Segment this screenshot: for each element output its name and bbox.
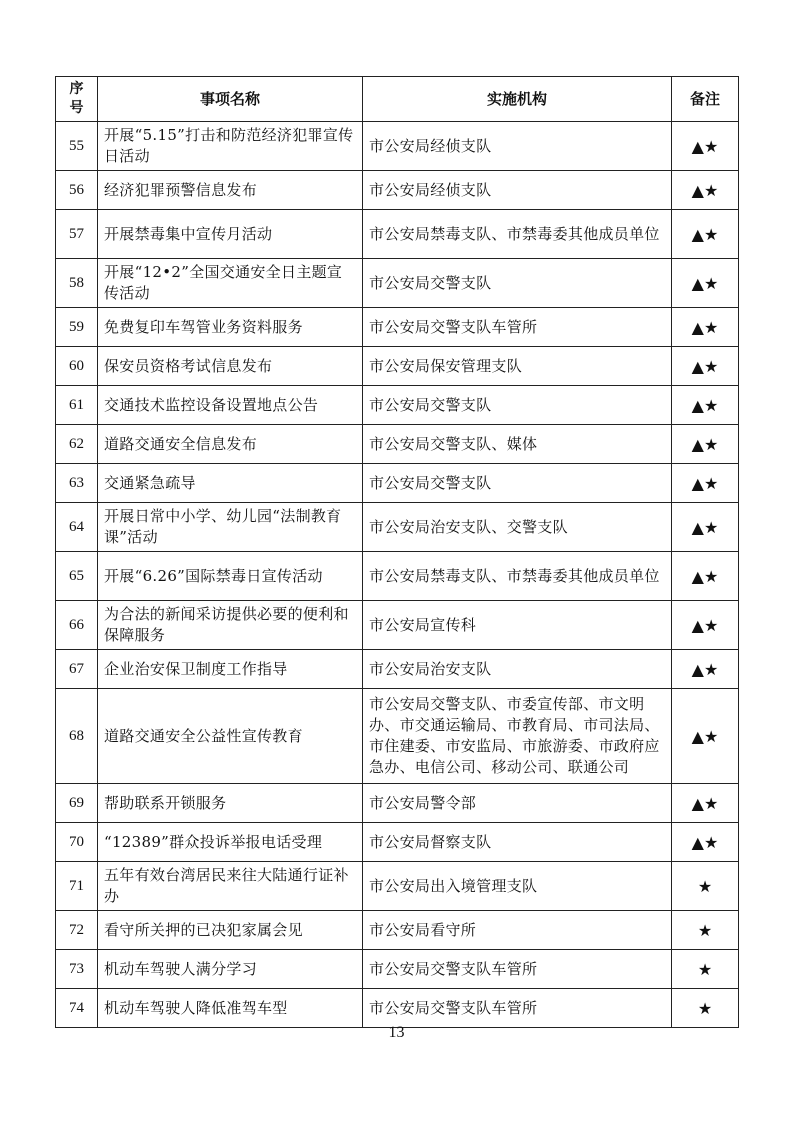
header-item-name: 事项名称: [98, 77, 363, 122]
row-implementing-agency: 市公安局保安管理支队: [363, 347, 672, 386]
row-item-name: 为合法的新闻采访提供必要的便利和保障服务: [98, 601, 363, 650]
row-remarks: ★: [672, 950, 739, 989]
header-serial-line1: 序: [69, 81, 84, 97]
row-implementing-agency: 市公安局交警支队: [363, 259, 672, 308]
row-item-name: 保安员资格考试信息发布: [98, 347, 363, 386]
row-remarks: ★: [672, 911, 739, 950]
row-implementing-agency: 市公安局警令部: [363, 784, 672, 823]
row-remarks: ▲★: [672, 122, 739, 171]
row-remarks: ▲★: [672, 171, 739, 210]
row-item-name: 开展“12•2”全国交通安全日主题宣传活动: [98, 259, 363, 308]
row-implementing-agency: 市公安局宣传科: [363, 601, 672, 650]
row-serial-number: 63: [56, 464, 98, 503]
row-serial-number: 57: [56, 210, 98, 259]
table-row: [56, 862, 739, 911]
row-item-name: 免费复印车驾管业务资料服务: [98, 308, 363, 347]
row-item-name: 帮助联系开锁服务: [98, 784, 363, 823]
row-item-name: 经济犯罪预警信息发布: [98, 171, 363, 210]
table-row: [56, 823, 739, 862]
table-row: [56, 601, 739, 650]
row-remarks: ▲★: [672, 650, 739, 689]
table-row: [56, 552, 739, 601]
service-items-table: [55, 76, 739, 1028]
table-row: [56, 911, 739, 950]
row-remarks: ▲★: [672, 210, 739, 259]
table-row: [56, 425, 739, 464]
row-implementing-agency: 市公安局禁毒支队、市禁毒委其他成员单位: [363, 552, 672, 601]
row-remarks: ▲★: [672, 689, 739, 784]
header-remarks: 备注: [672, 77, 739, 122]
row-serial-number: 74: [56, 989, 98, 1028]
row-implementing-agency: 市公安局经侦支队: [363, 171, 672, 210]
row-serial-number: 67: [56, 650, 98, 689]
row-item-name: 机动车驾驶人满分学习: [98, 950, 363, 989]
row-item-name: “12389”群众投诉举报电话受理: [98, 823, 363, 862]
row-implementing-agency: 市公安局交警支队车管所: [363, 308, 672, 347]
page-number: 13: [388, 1024, 405, 1041]
row-item-name: 企业治安保卫制度工作指导: [98, 650, 363, 689]
row-serial-number: 66: [56, 601, 98, 650]
row-item-name: 开展“5.15”打击和防范经济犯罪宣传日活动: [98, 122, 363, 171]
row-remarks: ▲★: [672, 308, 739, 347]
row-implementing-agency: 市公安局交警支队车管所: [363, 950, 672, 989]
row-remarks: ▲★: [672, 823, 739, 862]
row-serial-number: 64: [56, 503, 98, 552]
row-implementing-agency: 市公安局看守所: [363, 911, 672, 950]
row-implementing-agency: 市公安局交警支队、市委宣传部、市文明办、市交通运输局、市教育局、市司法局、市住建委、市安监局、市旅游委、市政府应急办、电信公司、移动公司、联通公司: [363, 689, 672, 784]
row-item-name: 开展日常中小学、幼儿园“法制教育课”活动: [98, 503, 363, 552]
table-body: [56, 122, 739, 1028]
row-item-name: 看守所关押的已决犯家属会见: [98, 911, 363, 950]
row-remarks: ▲★: [672, 601, 739, 650]
row-implementing-agency: 市公安局经侦支队: [363, 122, 672, 171]
row-serial-number: 65: [56, 552, 98, 601]
row-remarks: ▲★: [672, 386, 739, 425]
row-implementing-agency: 市公安局督察支队: [363, 823, 672, 862]
row-serial-number: 58: [56, 259, 98, 308]
table-row: [56, 259, 739, 308]
row-serial-number: 70: [56, 823, 98, 862]
table-row: [56, 122, 739, 171]
row-remarks: ▲★: [672, 464, 739, 503]
row-remarks: ▲★: [672, 347, 739, 386]
row-serial-number: 73: [56, 950, 98, 989]
table-row: [56, 347, 739, 386]
row-serial-number: 61: [56, 386, 98, 425]
table-row: [56, 171, 739, 210]
row-serial-number: 59: [56, 308, 98, 347]
row-implementing-agency: 市公安局治安支队: [363, 650, 672, 689]
row-serial-number: 72: [56, 911, 98, 950]
row-implementing-agency: 市公安局交警支队: [363, 464, 672, 503]
row-remarks: ▲★: [672, 784, 739, 823]
row-item-name: 五年有效台湾居民来往大陆通行证补办: [98, 862, 363, 911]
row-remarks: ▲★: [672, 259, 739, 308]
row-implementing-agency: 市公安局禁毒支队、市禁毒委其他成员单位: [363, 210, 672, 259]
table-row: [56, 989, 739, 1028]
row-serial-number: 71: [56, 862, 98, 911]
row-serial-number: 69: [56, 784, 98, 823]
row-item-name: 道路交通安全公益性宣传教育: [98, 689, 363, 784]
row-remarks: ▲★: [672, 425, 739, 464]
table-row: [56, 308, 739, 347]
table-row: [56, 503, 739, 552]
header-serial-line2: 号: [69, 100, 84, 116]
row-remarks: ▲★: [672, 552, 739, 601]
row-implementing-agency: 市公安局交警支队车管所: [363, 989, 672, 1028]
row-serial-number: 68: [56, 689, 98, 784]
row-implementing-agency: 市公安局治安支队、交警支队: [363, 503, 672, 552]
row-item-name: 道路交通安全信息发布: [98, 425, 363, 464]
table-row: [56, 689, 739, 784]
row-serial-number: 55: [56, 122, 98, 171]
header-implementing-agency: 实施机构: [363, 77, 672, 122]
table-header-row: [56, 77, 739, 122]
table-row: [56, 386, 739, 425]
row-remarks: ★: [672, 989, 739, 1028]
row-implementing-agency: 市公安局交警支队: [363, 386, 672, 425]
table-row: [56, 650, 739, 689]
row-item-name: 机动车驾驶人降低准驾车型: [98, 989, 363, 1028]
row-remarks: ▲★: [672, 503, 739, 552]
row-item-name: 交通技术监控设备设置地点公告: [98, 386, 363, 425]
row-serial-number: 62: [56, 425, 98, 464]
row-serial-number: 56: [56, 171, 98, 210]
row-serial-number: 60: [56, 347, 98, 386]
row-item-name: 开展“6.26”国际禁毒日宣传活动: [98, 552, 363, 601]
table-row: [56, 464, 739, 503]
row-item-name: 交通紧急疏导: [98, 464, 363, 503]
table-row: [56, 784, 739, 823]
row-remarks: ★: [672, 862, 739, 911]
row-item-name: 开展禁毒集中宣传月活动: [98, 210, 363, 259]
row-implementing-agency: 市公安局交警支队、媒体: [363, 425, 672, 464]
table-row: [56, 210, 739, 259]
row-implementing-agency: 市公安局出入境管理支队: [363, 862, 672, 911]
table-row: [56, 950, 739, 989]
header-serial-number: [56, 77, 98, 122]
